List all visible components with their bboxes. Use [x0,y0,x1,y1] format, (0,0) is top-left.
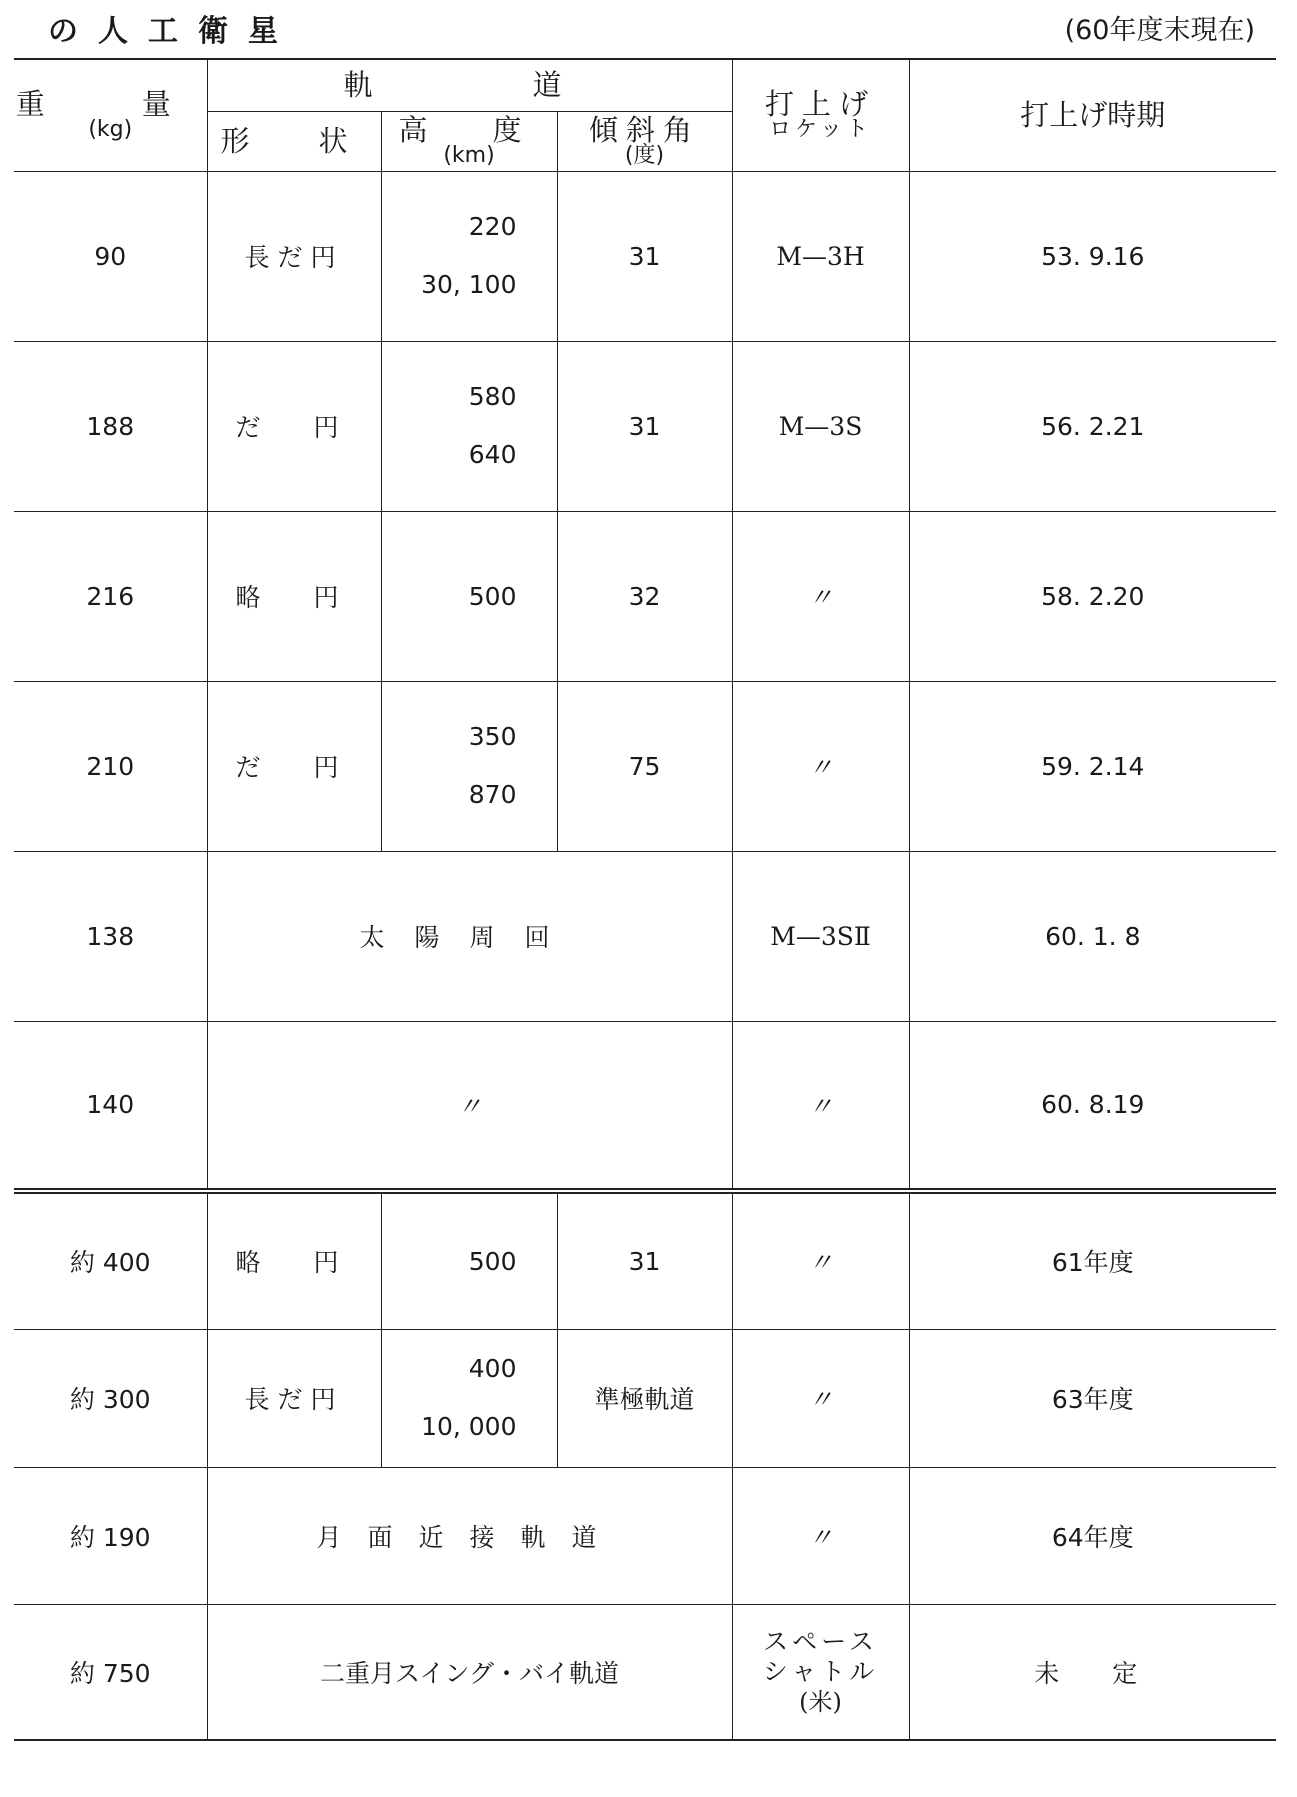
col-shape [207,111,381,171]
rocket-cell: 〃 [732,1021,909,1191]
table-row [14,171,1276,341]
rocket-line-2: シャトル [762,1656,879,1686]
altitude-value: 500 [468,1246,517,1276]
rocket-cell: M—3S [732,341,909,511]
rocket-cell: 〃 [732,511,909,681]
table-row [14,1467,1276,1604]
inclination-header-unit: (度) [624,143,665,169]
rocket-cell: 〃 [732,1467,909,1604]
launch-cell: 53. 9.16 [909,171,1276,341]
col-weight [14,59,207,171]
orbit-span-cell: 〃 [207,1021,732,1191]
altitude-cell [381,681,557,851]
weight-cell: 約 300 [14,1329,207,1467]
altitude-cell [381,341,557,511]
table-row [14,851,1276,1021]
altitude-apogee: 10, 000 [421,1412,517,1441]
inclination-cell: 準極軌道 [557,1329,732,1467]
table-row [14,1604,1276,1740]
orbit-span-cell: 太陽周回 [207,851,732,1021]
altitude-value: 500 [468,581,517,611]
altitude-apogee: 870 [468,780,517,809]
table-row [14,1191,1276,1329]
launch-cell: 60. 1. 8 [909,851,1276,1021]
rocket-cell: M—3H [732,171,909,341]
orbit-span-cell: 月面近接軌道 [207,1467,732,1604]
altitude-header-label: 高 度 [398,112,540,147]
altitude-cell [381,1329,557,1467]
shape-cell: だ 円 [207,341,381,511]
table-row [14,341,1276,511]
as-of-note: (60年度末現在) [1064,15,1255,46]
launch-cell: 未 定 [909,1604,1276,1740]
satellite-table [14,58,1276,1741]
table-row [14,511,1276,681]
table-row [14,1329,1276,1467]
orbit-header-label: 軌 道 [343,67,596,102]
inclination-cell: 32 [557,511,732,681]
rocket-cell [732,1604,909,1740]
inclination-cell: 31 [557,1191,732,1329]
altitude-perigee: 350 [468,722,517,751]
rocket-cell: 〃 [732,1191,909,1329]
altitude-perigee: 580 [468,382,517,411]
launch-cell: 58. 2.20 [909,511,1276,681]
altitude-perigee: 400 [468,1354,517,1383]
altitude-apogee: 640 [468,440,517,469]
inclination-cell: 31 [557,171,732,341]
weight-cell: 約 750 [14,1604,207,1740]
table-row [14,681,1276,851]
weight-cell: 約 190 [14,1467,207,1604]
inclination-header-label: 傾斜角 [589,112,701,147]
altitude-cell [381,171,557,341]
weight-cell: 216 [14,511,207,681]
weight-cell: 約 400 [14,1191,207,1329]
weight-cell: 140 [14,1021,207,1191]
altitude-cell [381,1191,557,1329]
rocket-header-line2: ロケット [769,117,872,143]
rocket-header-line1: 打上げ [765,87,877,122]
shape-cell: だ 円 [207,681,381,851]
weight-header-label: 重 量 [15,87,205,122]
inclination-cell: 75 [557,681,732,851]
rocket-cell: M—3SⅡ [732,851,909,1021]
weight-cell: 188 [14,341,207,511]
shape-cell: 長だ円 [207,171,381,341]
rocket-cell: 〃 [732,1329,909,1467]
col-orbit [207,59,732,111]
launch-cell: 56. 2.21 [909,341,1276,511]
col-rocket [732,59,909,171]
table-row [14,1021,1276,1191]
rocket-cell: 〃 [732,681,909,851]
weight-cell: 138 [14,851,207,1021]
shape-cell: 略 円 [207,1191,381,1329]
col-altitude [381,111,557,171]
page-title: の人工衛星 [48,14,298,49]
launch-cell: 63年度 [909,1329,1276,1467]
altitude-perigee: 220 [468,212,517,241]
launch-cell: 60. 8.19 [909,1021,1276,1191]
shape-header-label: 形 状 [220,123,368,158]
table-header [14,59,1276,171]
shape-cell: 長だ円 [207,1329,381,1467]
weight-header-unit: (kg) [88,117,133,143]
altitude-header-unit: (km) [443,143,495,169]
altitude-cell [381,511,557,681]
col-inclination [557,111,732,171]
launch-header-label: 打上げ時期 [1020,97,1166,132]
shape-cell: 略 円 [207,511,381,681]
launch-cell: 59. 2.14 [909,681,1276,851]
weight-cell: 210 [14,681,207,851]
col-launch [909,59,1276,171]
launch-cell: 64年度 [909,1467,1276,1604]
orbit-span-cell: 二重月スイング・バイ軌道 [207,1604,732,1740]
rocket-line-1: スペース [763,1626,878,1656]
weight-cell: 90 [14,171,207,341]
altitude-apogee: 30, 100 [421,270,517,299]
rocket-line-3: (米) [799,1687,842,1716]
inclination-cell: 31 [557,341,732,511]
launch-cell: 61年度 [909,1191,1276,1329]
